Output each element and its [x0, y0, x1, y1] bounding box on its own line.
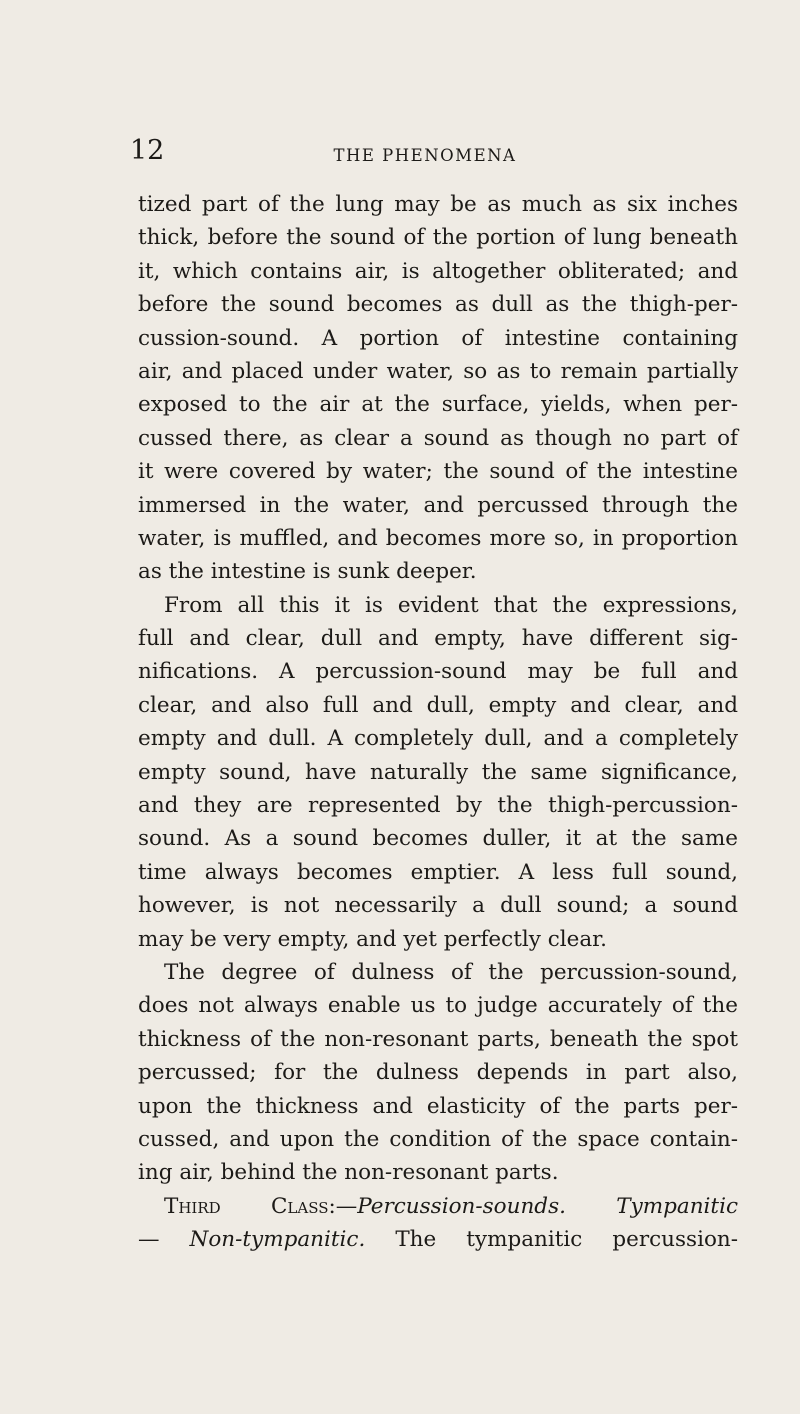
- text-line: sound. As a sound becomes duller, it at the same: [138, 826, 738, 852]
- text-line: may be very empty, and yet perfectly clear.: [138, 926, 607, 952]
- text-line: percussed; for the dulness depends in part also,: [138, 1060, 738, 1086]
- text-line: air, and placed under water, so as to remain partially: [138, 358, 738, 384]
- page-number: 12: [130, 135, 165, 166]
- section-label: Third Class:: [164, 1193, 336, 1219]
- text-line: immersed in the water, and percussed through the: [138, 492, 738, 518]
- text-line: water, is muffled, and becomes more so, in proportion: [138, 525, 738, 551]
- text-line: as the intestine is sunk deeper.: [138, 559, 477, 585]
- text-line: thick, before the sound of the portion of lung beneath: [138, 225, 738, 251]
- text-line: it, which contains air, is altogether obliterated; and: [138, 258, 738, 284]
- text-line: ing air, behind the non-resonant parts.: [138, 1160, 559, 1186]
- text-line: full and clear, dull and empty, have different sig-: [138, 626, 738, 652]
- text-line: it were covered by water; the sound of the intestine: [138, 459, 738, 485]
- section-heading-line: [138, 1190, 738, 1223]
- running-head: THE PHENOMENA: [333, 146, 517, 165]
- text-line: The degree of dulness of the percussion-sound,: [164, 959, 738, 985]
- text-line: tized part of the lung may be as much as six inches: [138, 192, 738, 217]
- text-line: upon the thickness and elasticity of the parts per-: [138, 1093, 738, 1119]
- text-fragment: The tympanitic percussion-: [395, 1227, 739, 1253]
- text-line: cussed there, as clear a sound as though no part of: [138, 425, 738, 451]
- text-line: empty and dull. A completely dull, and a completely: [138, 726, 738, 752]
- body-text: [138, 188, 738, 1257]
- text-line: nifications. A percussion-sound may be full and: [138, 659, 738, 685]
- text-line: empty sound, have naturally the same significance,: [138, 759, 738, 785]
- text-line: clear, and also full and dull, empty and clear, and: [138, 692, 738, 718]
- text-line: however, is not necessarily a dull sound; a sound: [138, 893, 738, 919]
- text-line: [138, 1223, 738, 1256]
- text-line: cussed, and upon the condition of the space contain-: [138, 1126, 738, 1152]
- em-dash: —: [335, 1193, 358, 1219]
- text-line: time always becomes emptier. A less full sound,: [138, 859, 738, 885]
- text-line: does not always enable us to judge accurately of the: [138, 993, 738, 1019]
- section-subtitle: Non-tympanitic.: [189, 1227, 366, 1253]
- text-line: From all this it is evident that the expressions,: [164, 592, 738, 618]
- text-line: and they are represented by the thigh-percussion-: [138, 793, 738, 819]
- text-line: before the sound becomes as dull as the thigh-per-: [138, 292, 738, 318]
- em-dash: —: [138, 1227, 160, 1253]
- text-line: cussion-sound. A portion of intestine containing: [138, 325, 738, 351]
- section-title: Percussion-sounds.: [357, 1193, 566, 1219]
- text-line: thickness of the non-resonant parts, beneath the spot: [138, 1026, 738, 1052]
- section-subtitle: Tympanitic: [616, 1193, 738, 1219]
- text-line: exposed to the air at the surface, yields, when per-: [138, 392, 738, 418]
